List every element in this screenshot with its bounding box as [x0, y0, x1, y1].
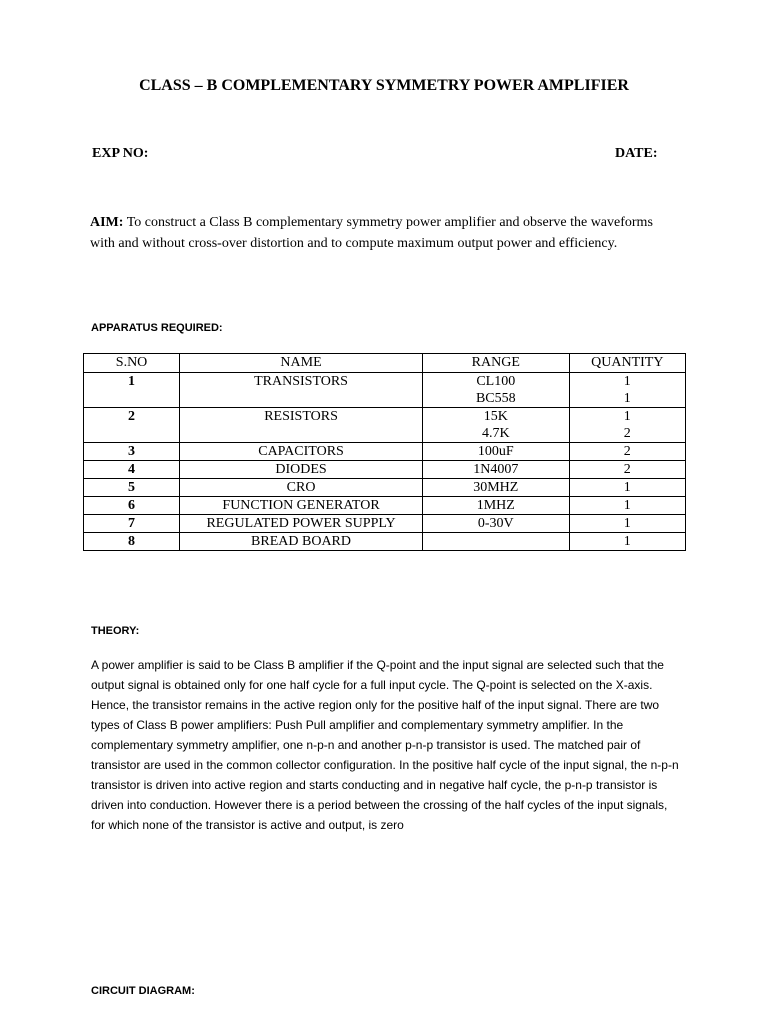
column-header-quantity: QUANTITY	[569, 354, 685, 373]
cell-sno: 5	[84, 479, 180, 497]
range-value	[423, 533, 569, 550]
quantity-value: 1	[623, 498, 631, 513]
range-value: 0-30V	[477, 516, 514, 531]
quantity-value: 1	[623, 391, 631, 406]
range-value: 100uF	[477, 444, 514, 459]
cell-range	[422, 479, 569, 497]
quantity-value: 2	[623, 462, 631, 477]
table-row	[84, 515, 686, 533]
cell-range	[422, 461, 569, 479]
cell-quantity	[569, 373, 685, 408]
cell-quantity	[569, 497, 685, 515]
table-header-row	[84, 354, 686, 373]
circuit-diagram-heading: CIRCUIT DIAGRAM:	[91, 985, 195, 997]
cell-name: RESISTORS	[180, 408, 423, 443]
cell-quantity	[569, 461, 685, 479]
quantity-value: 1	[623, 534, 631, 549]
cell-sno: 3	[84, 443, 180, 461]
column-header-range: RANGE	[422, 354, 569, 373]
cell-sno: 8	[84, 533, 180, 551]
cell-range	[422, 533, 569, 551]
cell-name: REGULATED POWER SUPPLY	[180, 515, 423, 533]
cell-name: FUNCTION GENERATOR	[180, 497, 423, 515]
apparatus-heading: APPARATUS REQUIRED:	[91, 322, 223, 334]
quantity-value: 1	[623, 480, 631, 495]
cell-range	[422, 515, 569, 533]
quantity-value: 1	[623, 409, 631, 424]
cell-sno: 2	[84, 408, 180, 443]
cell-quantity	[569, 515, 685, 533]
range-value: 4.7K	[481, 426, 510, 441]
cell-range	[422, 443, 569, 461]
quantity-value: 2	[623, 444, 631, 459]
apparatus-table-body	[84, 373, 686, 551]
cell-range	[422, 497, 569, 515]
cell-quantity	[569, 408, 685, 443]
table-row	[84, 497, 686, 515]
column-header-name: NAME	[180, 354, 423, 373]
cell-name: CRO	[180, 479, 423, 497]
cell-name: DIODES	[180, 461, 423, 479]
theory-paragraph: A power amplifier is said to be Class B amplifier if the Q-point and the input signal are selected such that the output signal is obtained only for one half cycle for a full input cycle. The Q-point is selected on the X-axis. Hence, the transistor remains in the active region only for the positive half of the input signal. There are two types of Class B power amplifiers: Push Pull amplifier and complementary symmetry amplifier. In the complementary symmetry amplifier, one n-p-n and another p-n-p transistor is used. The matched pair of transistor are used in the common collector configuration. In the positive half cycle of the input signal, the n-p-n transistor is driven into active region and starts conducting and in negative half cycle, the p-n-p transistor is driven into conduction. However there is a period between the crossing of the half cycles of the input signals, for which none of the transistor is active and output, is zero	[91, 658, 679, 832]
cell-range	[422, 408, 569, 443]
range-value: 15K	[483, 409, 508, 424]
table-row	[84, 461, 686, 479]
quantity-value: 1	[623, 516, 631, 531]
aim-text: To construct a Class B complementary symmetry power amplifier and observe the waveforms with and without cross-over distortion and to compute maximum output power and efficiency.	[90, 215, 653, 251]
table-row	[84, 479, 686, 497]
table-row	[84, 443, 686, 461]
cell-sno: 6	[84, 497, 180, 515]
range-value: BC558	[475, 391, 516, 406]
aim-paragraph	[90, 212, 680, 254]
cell-name: TRANSISTORS	[180, 373, 423, 408]
table-row	[84, 533, 686, 551]
page-title: CLASS – B COMPLEMENTARY SYMMETRY POWER AMPLIFIER	[139, 77, 629, 94]
table-row	[84, 373, 686, 408]
cell-quantity	[569, 479, 685, 497]
range-value: 1N4007	[473, 462, 519, 477]
cell-quantity	[569, 443, 685, 461]
range-value: 30MHZ	[473, 480, 519, 495]
exp-no-label: EXP NO:	[92, 146, 149, 161]
cell-sno: 4	[84, 461, 180, 479]
cell-range	[422, 373, 569, 408]
cell-name: BREAD BOARD	[180, 533, 423, 551]
range-value: CL100	[476, 374, 516, 389]
cell-quantity	[569, 533, 685, 551]
quantity-value: 1	[623, 374, 631, 389]
date-label: DATE:	[615, 146, 658, 161]
quantity-value: 2	[623, 426, 631, 441]
cell-sno: 1	[84, 373, 180, 408]
aim-label: AIM:	[90, 215, 124, 230]
cell-sno: 7	[84, 515, 180, 533]
column-header-sno: S.NO	[84, 354, 180, 373]
range-value: 1MHZ	[476, 498, 515, 513]
apparatus-table	[83, 353, 686, 551]
theory-heading: THEORY:	[91, 625, 140, 637]
table-row	[84, 408, 686, 443]
cell-name: CAPACITORS	[180, 443, 423, 461]
